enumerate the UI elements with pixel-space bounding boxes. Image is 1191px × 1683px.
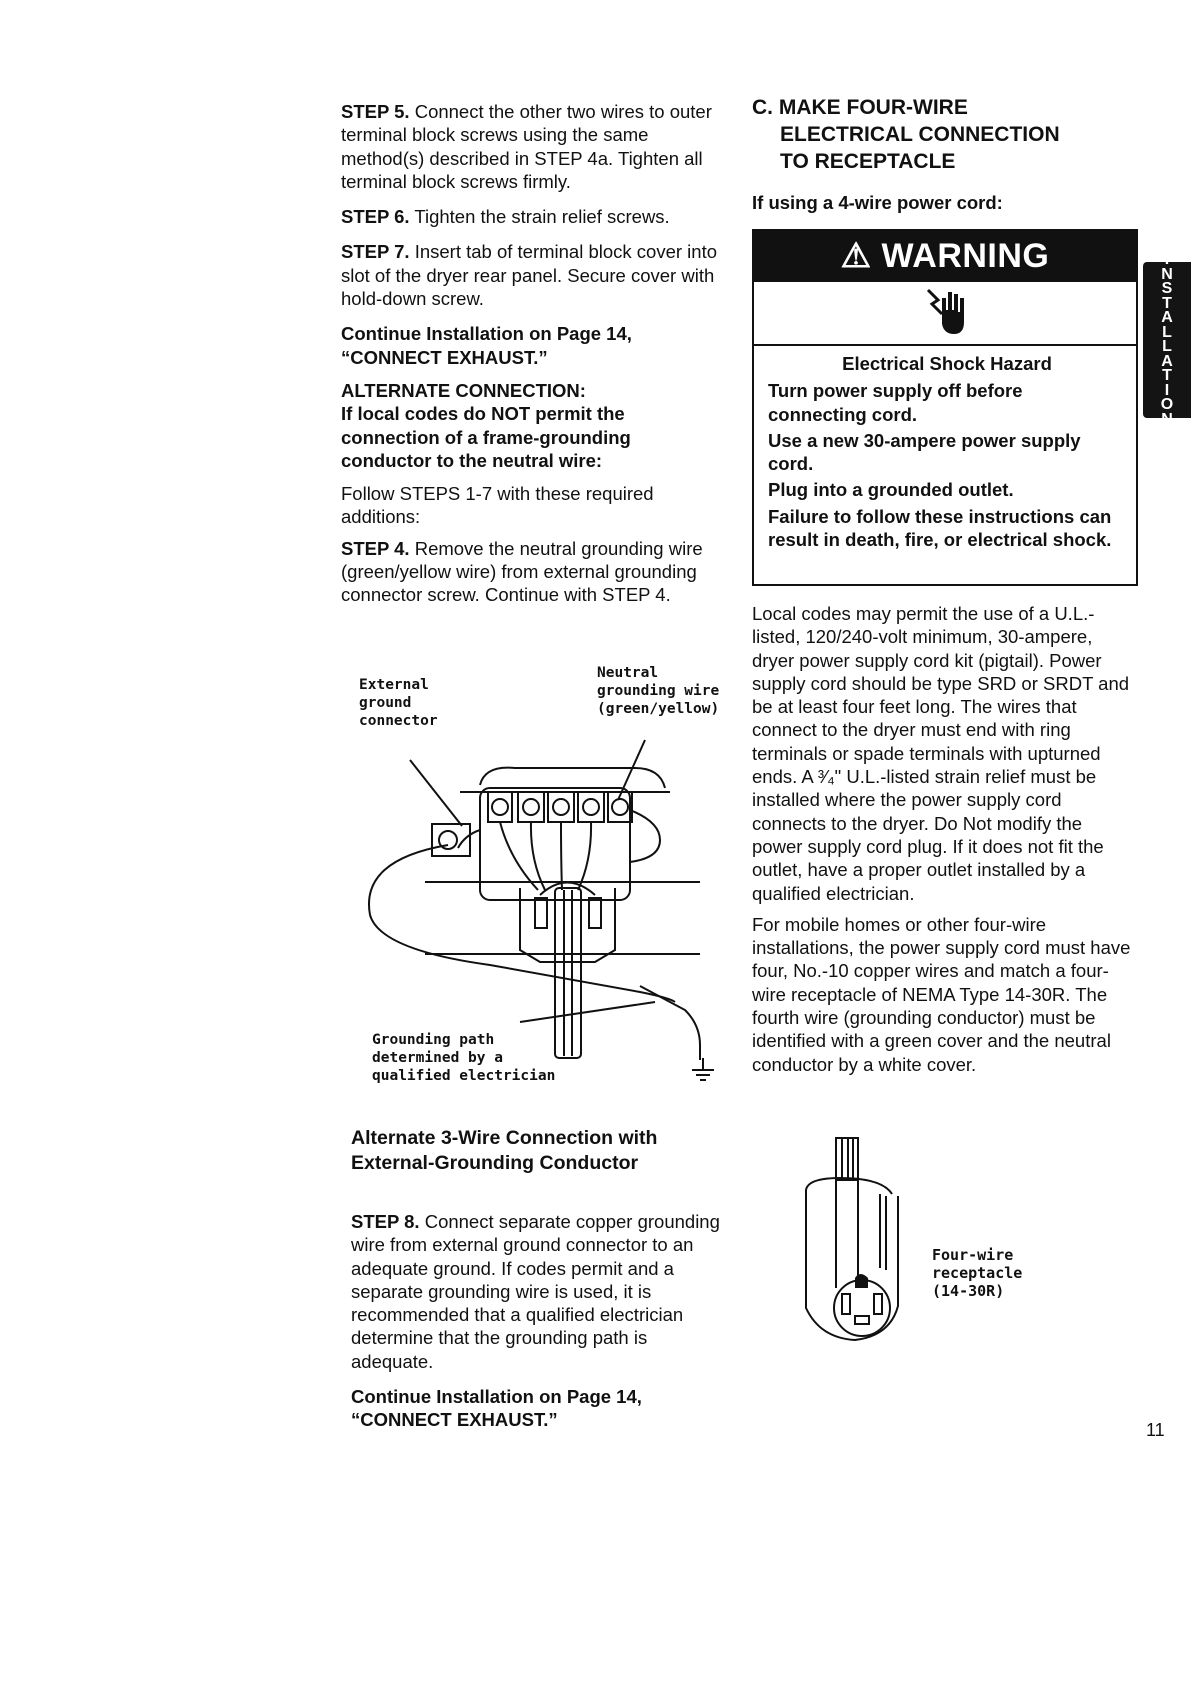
step6-label: STEP 6. [341,206,410,228]
mobile-homes-paragraph: For mobile homes or other four-wire installations, the power supply cord must have four, No.-10 copper wires and match a four-wire receptacle of NEMA Type 14-30R. The fourth wire (grounding conductor) must be identified with a green cover and the neutral conductor by a white cover. [752,913,1131,1075]
continue-installation-1: Continue Installation on Page 14, “CONNECT EXHAUST.” [341,323,632,368]
alternate-condition: If local codes do NOT permit the connection of a frame-grounding conductor to the neutral wire: [341,403,631,471]
step5-paragraph [341,100,721,193]
ground-symbol-icon [692,1058,714,1080]
page-number: 11 [1146,1420,1165,1440]
continue-installation-2: Continue Installation on Page 14, “CONNECT EXHAUST.” [351,1386,642,1431]
step6-paragraph [341,205,721,228]
step5-label: STEP 5. [341,101,410,122]
right-column [752,94,1132,214]
warning-line-3: Plug into a grounded outlet. [768,479,1014,501]
step7-label: STEP 7. [341,241,410,263]
terminal-block-wiring-diagram [340,740,720,1110]
left-column-lower [351,1126,721,1432]
warning-banner [754,231,1136,282]
step4-text: Remove the neutral grounding wire (green/yellow wire) from external grounding connector screw. Continue with STEP 4. [341,537,703,606]
label-grounding-path: Grounding path determined by a qualified electrician [372,1032,556,1084]
warning-banner-text: WARNING [881,237,1050,275]
warning-title: Electrical Shock Hazard [842,353,1052,374]
installation-side-tab [1143,251,1191,428]
right-column-body [752,602,1134,1076]
step4-paragraph [341,537,721,607]
step5-text: Connect the other two wires to outer terminal block screws using the same method(s) described in STEP 4a. Tighten all terminal block screws firmly. [341,101,712,192]
section-title-line2: ELECTRICAL CONNECTION [780,123,1060,146]
step8-text: Connect separate copper grounding wire from external ground connector to an adequate ground. If codes permit and a separate grounding wire is used, it is recommended that a qualified electrician determine that the grounding path is adequate. [351,1211,720,1372]
warning-line-2: Use a new 30-ampere power supply cord. [768,429,1081,475]
label-neutral-grounding-wire: Neutral grounding wire (green/yellow) [597,665,720,717]
figure1-caption: Alternate 3-Wire Connection with External-Grounding Conductor [351,1127,658,1174]
label-external-ground-connector: External ground connector [359,677,438,729]
step6-text: Tighten the strain relief screws. [409,206,670,228]
section-letter: C. [752,96,773,119]
side-tab-label: I N S T A L L A T I O N [1160,251,1174,428]
warning-box [752,229,1138,586]
four-wire-receptacle-diagram [800,1138,910,1353]
electrical-shock-hand-icon [926,288,966,336]
step7-text: Insert tab of terminal block cover into slot of the dryer rear panel. Secure cover with hold-down screw. [341,241,718,310]
section-title-line1: MAKE FOUR-WIRE [778,96,968,119]
step8-label: STEP 8. [351,1211,420,1232]
warning-line-4: Failure to follow these instructions can result in death, fire, or electrical shock. [768,505,1112,551]
step7-paragraph [341,240,721,310]
cord-kit-paragraph: Local codes may permit the use of a U.L.-listed, 120/240-volt minimum, 30-ampere, dryer power supply cord kit (pigtail). Power supply cord should be type SRD or SRDT and be at least four feet long. The wires that connect to the dryer must end with ring terminals or spade terminals with upturned ends. A ³⁄₄" U.L.-listed strain relief must be installed where the power supply cord connects to the dryer. Do Not modify the power supply cord plug. If it does not fit the outlet, have a proper outlet installed by a qualified electrician. [752,603,1130,904]
step4-label: STEP 4. [341,537,410,559]
section-title-line3: TO RECEPTACLE [780,150,956,173]
if-using-4-wire: If using a 4-wire power cord: [752,192,1003,213]
alternate-connection-heading: ALTERNATE CONNECTION: [341,379,586,401]
left-column [341,100,721,607]
warning-line-1: Turn power supply off before connecting cord. [768,380,1023,425]
warning-triangle-icon: ⚠ [840,237,872,275]
section-c-heading [752,94,1132,175]
follow-steps-text: Follow STEPS 1-7 with these required additions: [341,483,654,528]
step8-paragraph [351,1210,721,1373]
label-four-wire-receptacle: Four-wire receptacle (14-30R) [932,1246,1023,1300]
